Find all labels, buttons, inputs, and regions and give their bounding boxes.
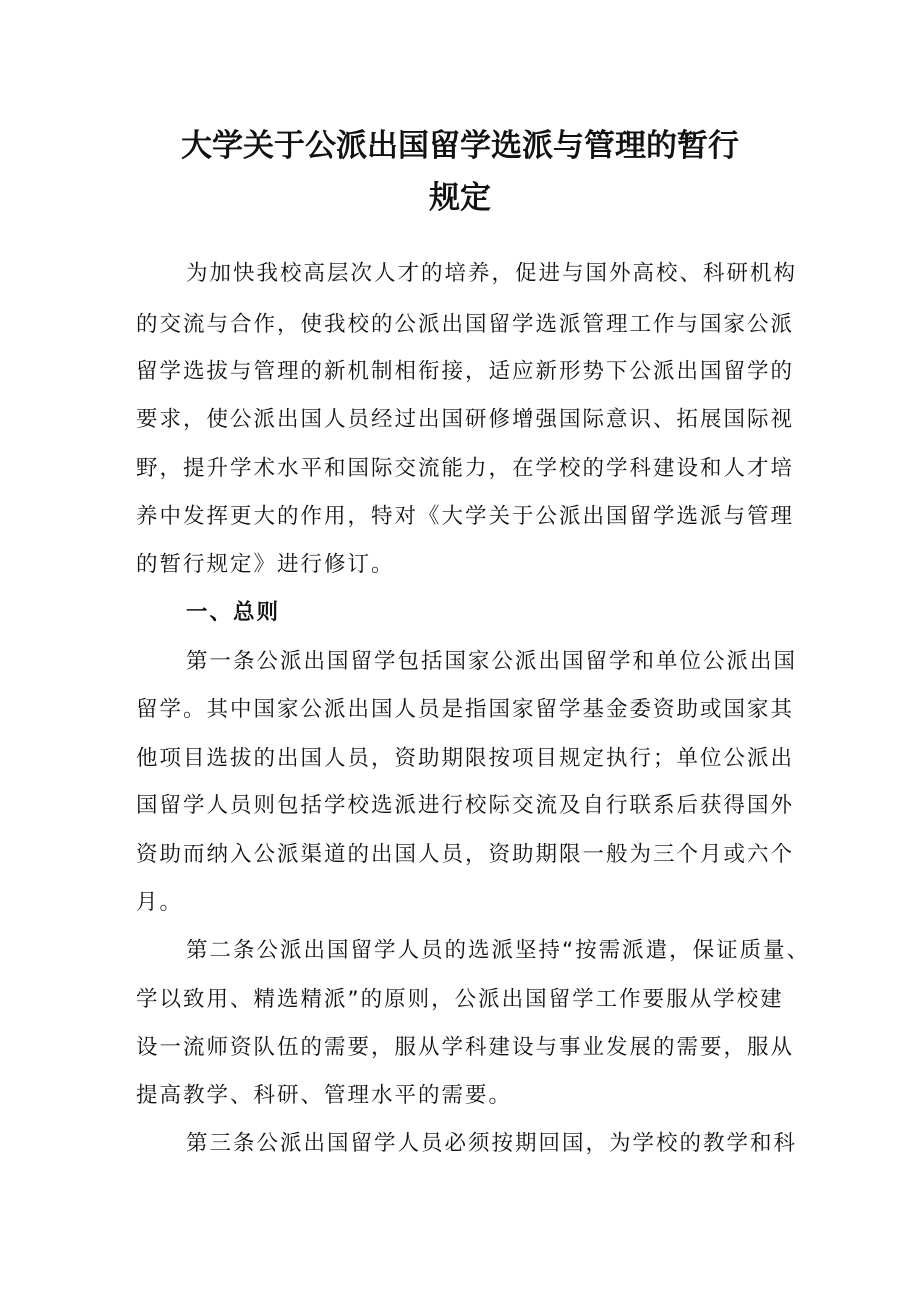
paragraph-line: 第一条公派出国留学包括国家公派出国留学和单位公派出国 xyxy=(186,649,798,674)
document-title-line-1: 大学关于公派出国留学选派与管理的暂行 xyxy=(181,128,739,164)
paragraph-line: 要求，使公派出国人员经过出国研修增强国际意识、拓展国际视 xyxy=(136,407,795,432)
document-title-line-2: 规定 xyxy=(429,180,491,216)
paragraph-line: 学以致用、精选精派”的原则，公派出国留学工作要服从学校建 xyxy=(136,987,784,1012)
paragraph-line: 留学。其中国家公派出国人员是指国家留学基金委资助或国家其 xyxy=(136,697,795,722)
paragraph-line: 第三条公派出国留学人员必须按期回国，为学校的教学和科 xyxy=(186,1131,798,1156)
paragraph-line: 月。 xyxy=(136,890,184,915)
paragraph-line: 养中发挥更大的作用，特对《大学关于公派出国留学选派与管理 xyxy=(136,504,795,529)
paragraph-line: 国留学人员则包括学校选派进行校际交流及自行联系后获得国外 xyxy=(136,793,795,818)
paragraph-line: 野，提升学术水平和国际交流能力，在学校的学科建设和人才培 xyxy=(136,456,795,481)
paragraph-line: 设一流师资队伍的需要，服从学科建设与事业发展的需要，服从 xyxy=(136,1035,795,1060)
paragraph-line: 第二条公派出国留学人员的选派坚持“按需派遣，保证质量、 xyxy=(186,938,811,963)
paragraph-line: 的交流与合作，使我校的公派出国留学选派管理工作与国家公派 xyxy=(136,312,795,337)
section-heading: 一、总则 xyxy=(186,600,281,625)
paragraph-line: 留学选拔与管理的新机制相衔接，适应新形势下公派出国留学的 xyxy=(136,359,795,384)
paragraph-line: 为加快我校高层次人才的培养，促进与国外高校、科研机构 xyxy=(186,261,798,286)
paragraph-line: 他项目选拔的出国人员，资助期限按项目规定执行；单位公派出 xyxy=(136,746,795,771)
paragraph-line: 资助而纳入公派渠道的出国人员，资助期限一般为三个月或六个 xyxy=(136,842,795,867)
paragraph-line: 的暂行规定》进行修订。 xyxy=(136,552,395,577)
paragraph-line: 提高教学、科研、管理水平的需要。 xyxy=(136,1083,513,1108)
